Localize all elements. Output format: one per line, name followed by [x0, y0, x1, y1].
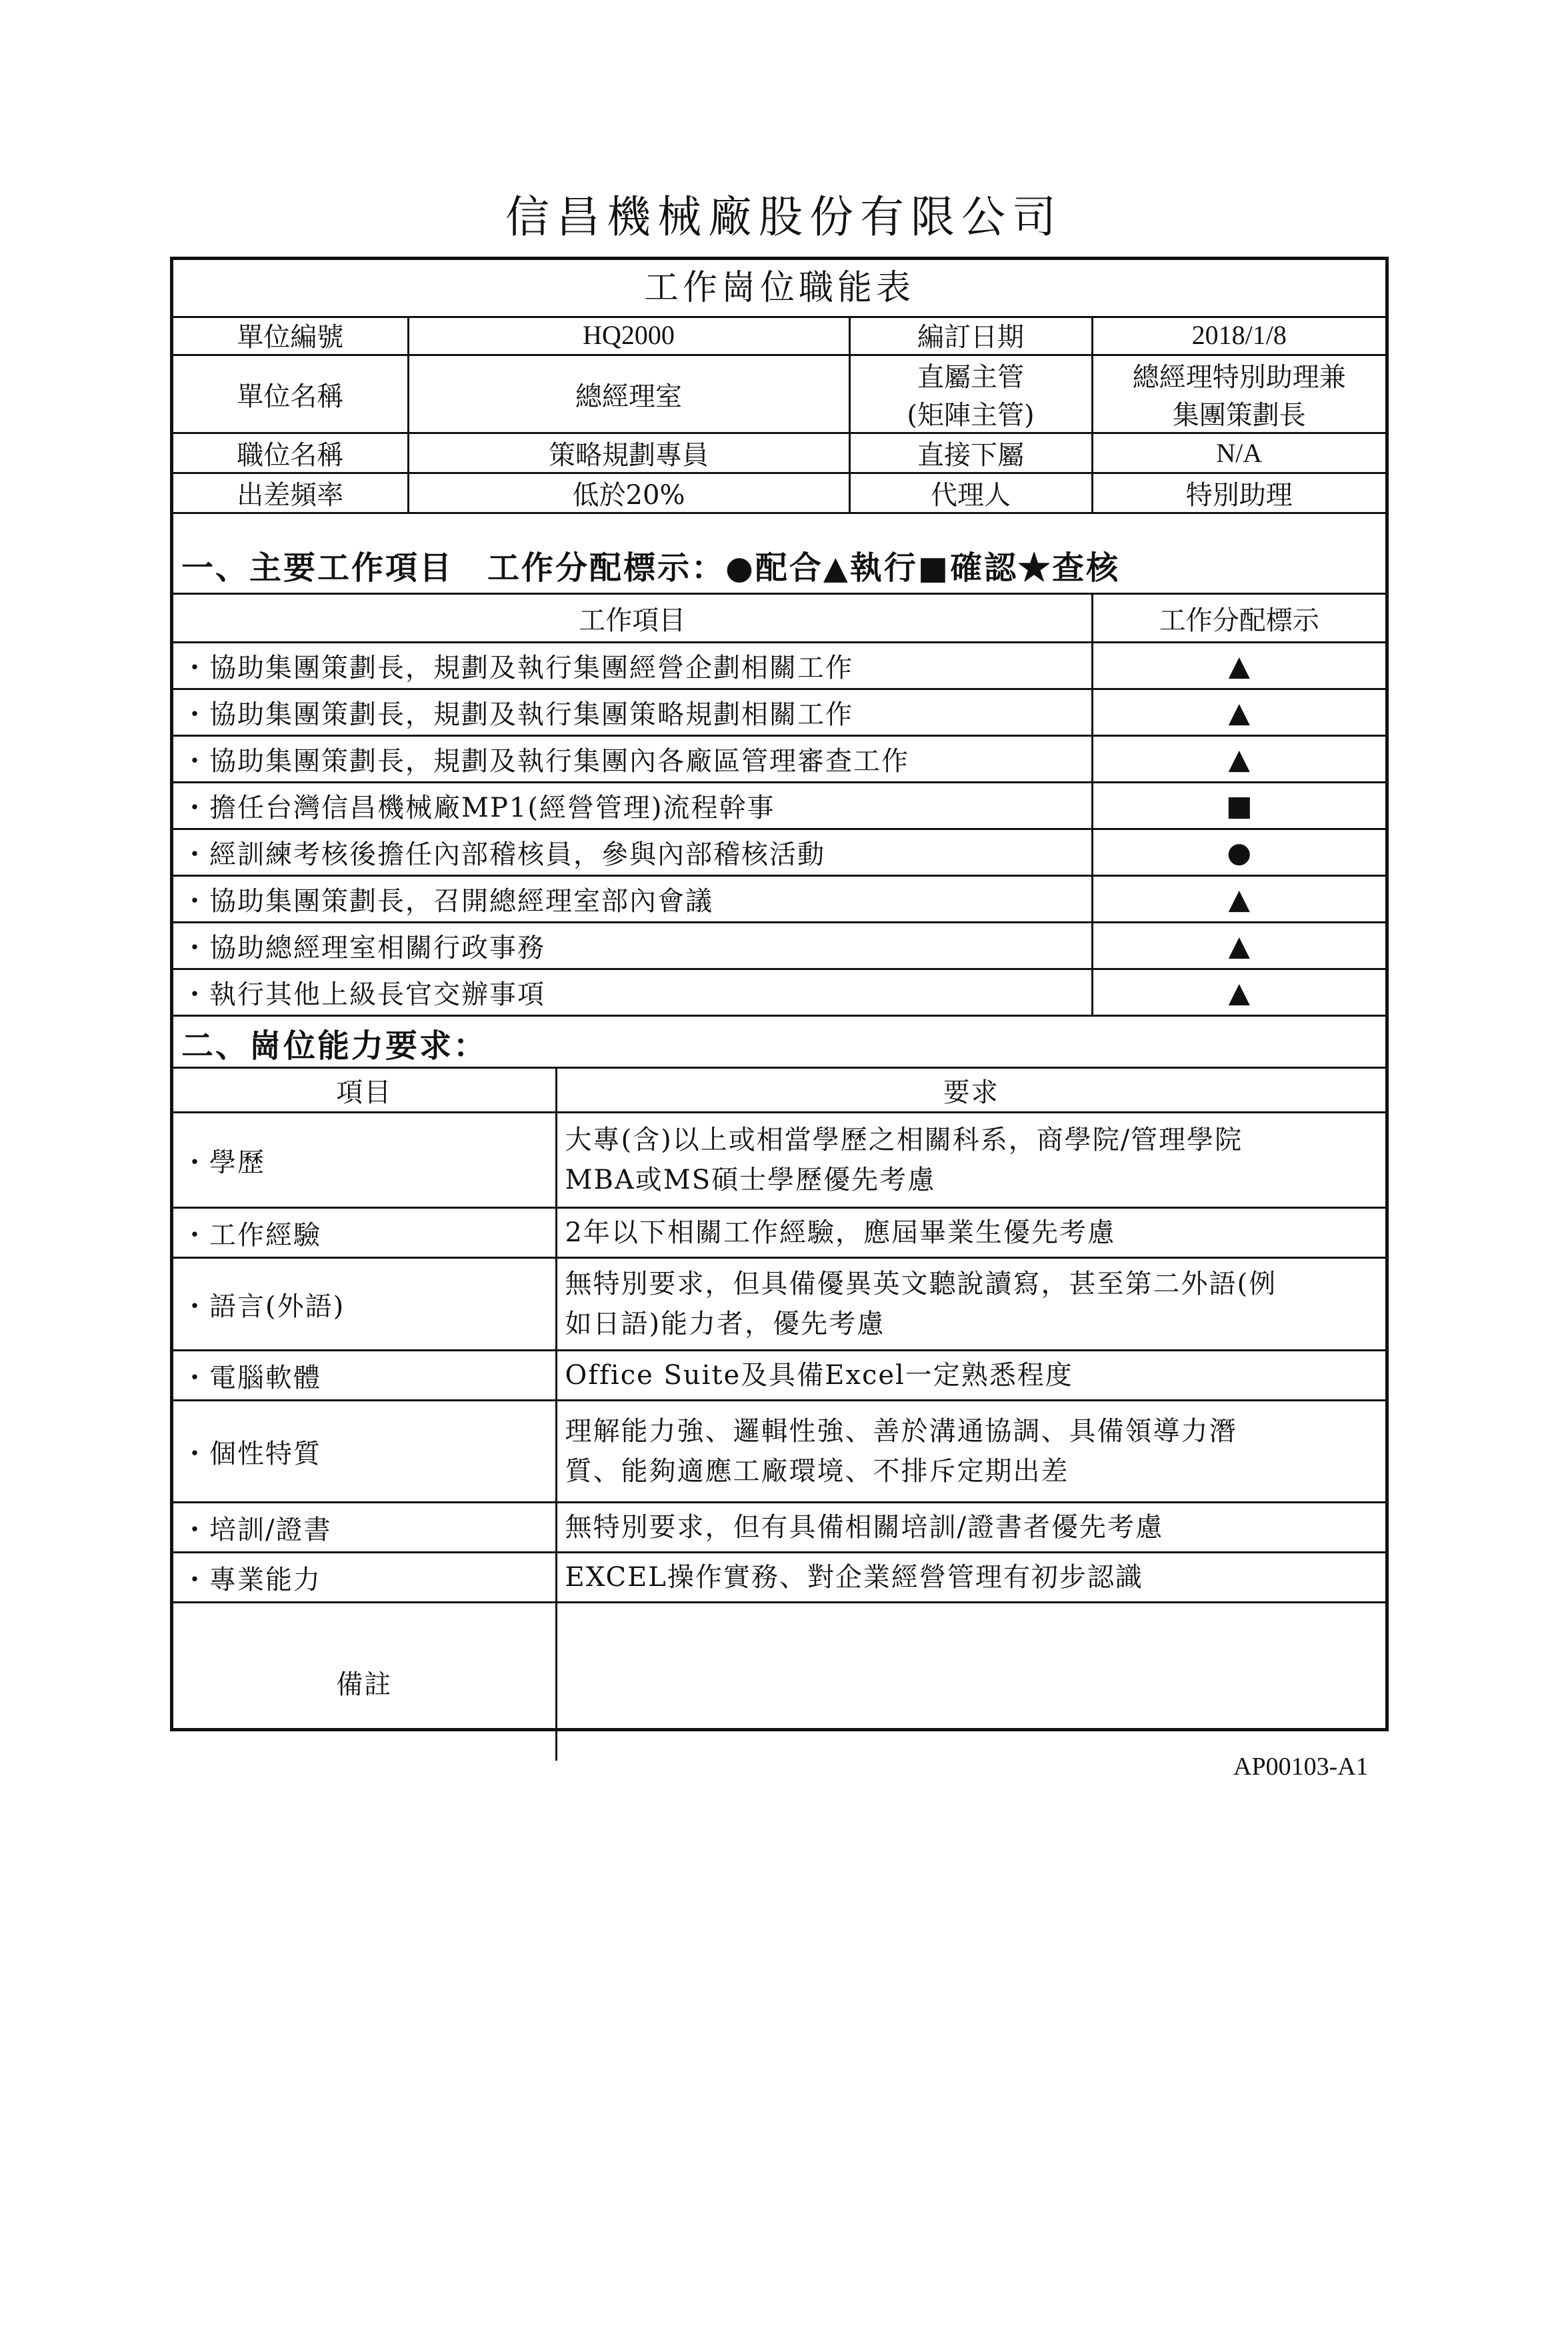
table-row — [173, 1113, 1385, 1208]
job-function-form — [170, 257, 1389, 1731]
remarks-row — [173, 1603, 1385, 1761]
table-row — [173, 876, 1385, 923]
ability-requirement — [556, 1113, 1385, 1208]
position-value: 策略規劃專員 — [408, 433, 849, 473]
requirement-line: MBA或MS碩士學歷優先考慮 — [565, 1165, 936, 1195]
ability-header-row — [173, 1068, 1385, 1113]
ability-item: ・學歷 — [173, 1113, 556, 1208]
ability-requirement — [556, 1553, 1385, 1603]
deputy-value: 特別助理 — [1092, 473, 1385, 513]
info-row — [173, 433, 1385, 473]
table-row — [173, 1351, 1385, 1401]
work-item: ・協助集團策劃長，規劃及執行集團策略規劃相關工作 — [173, 689, 1092, 736]
ability-req-header: 要求 — [556, 1068, 1385, 1113]
table-row — [173, 1401, 1385, 1503]
table-row — [173, 1553, 1385, 1603]
section1-title: 一、主要工作項目 工作分配標示：●配合▲執行■確認★查核 — [173, 541, 1385, 595]
info-row — [173, 473, 1385, 513]
ability-requirement — [556, 1351, 1385, 1401]
work-mark: ▲ — [1092, 969, 1385, 1016]
form-title: 工作崗位職能表 — [173, 260, 1385, 318]
ability-item: ・專業能力 — [173, 1553, 556, 1603]
table-row — [173, 969, 1385, 1016]
work-mark: ▲ — [1092, 736, 1385, 783]
work-item-header: 工作項目 — [173, 595, 1092, 643]
travel-value: 低於20% — [408, 473, 849, 513]
revision-date-value: 2018/1/8 — [1092, 316, 1385, 355]
supervisor-label-line2: (矩陣主管) — [907, 400, 1035, 431]
ability-requirement — [556, 1258, 1385, 1351]
work-item: ・執行其他上級長官交辦事項 — [173, 969, 1092, 1016]
deputy-label: 代理人 — [849, 473, 1092, 513]
table-row — [173, 689, 1385, 736]
work-mark: ▲ — [1092, 689, 1385, 736]
work-mark: ■ — [1092, 783, 1385, 829]
form-code: AP00103-A1 — [1233, 1753, 1369, 1781]
subordinate-value: N/A — [1092, 433, 1385, 473]
unit-code-label: 單位編號 — [173, 316, 408, 355]
work-item: ・協助集團策劃長，規劃及執行集團經營企劃相關工作 — [173, 643, 1092, 689]
work-item: ・協助總經理室相關行政事務 — [173, 923, 1092, 969]
ability-item: ・工作經驗 — [173, 1208, 556, 1258]
info-row — [173, 316, 1385, 355]
work-mark-header: 工作分配標示 — [1092, 595, 1385, 643]
requirement-line: 2年以下相關工作經驗，應屆畢業生優先考慮 — [565, 1217, 1115, 1248]
ability-requirement — [556, 1401, 1385, 1503]
requirement-line: 大專(含)以上或相當學歷之相關科系，商學院/管理學院 — [565, 1125, 1243, 1155]
work-item: ・協助集團策劃長，規劃及執行集團內各廠區管理審查工作 — [173, 736, 1092, 783]
ability-item: ・語言(外語) — [173, 1258, 556, 1351]
supervisor-value-line1: 總經理特別助理兼 — [1132, 362, 1346, 393]
table-row — [173, 1258, 1385, 1351]
revision-date-label: 編訂日期 — [849, 316, 1092, 355]
remarks-content — [556, 1603, 1385, 1761]
ability-requirement — [556, 1208, 1385, 1258]
work-mark: ▲ — [1092, 876, 1385, 923]
work-header-row — [173, 595, 1385, 643]
requirement-line: 如日語)能力者，優先考慮 — [565, 1309, 885, 1339]
travel-label: 出差頻率 — [173, 473, 408, 513]
requirement-line: EXCEL操作實務、對企業經營管理有初步認識 — [565, 1562, 1143, 1593]
table-row — [173, 829, 1385, 876]
table-row — [173, 736, 1385, 783]
requirement-line: Office Suite及具備Excel一定熟悉程度 — [565, 1360, 1073, 1391]
table-row — [173, 1503, 1385, 1553]
remarks-label: 備註 — [173, 1603, 556, 1761]
ability-item: ・培訓/證書 — [173, 1503, 556, 1553]
table-row — [173, 923, 1385, 969]
info-row — [173, 355, 1385, 433]
requirement-line: 無特別要求，但具備優異英文聽說讀寫，甚至第二外語(例 — [565, 1269, 1277, 1299]
requirement-line: 無特別要求，但有具備相關培訓/證書者優先考慮 — [565, 1512, 1163, 1543]
requirement-line: 質、能夠適應工廠環境、不排斥定期出差 — [565, 1456, 1069, 1487]
unit-name-label: 單位名稱 — [173, 355, 408, 433]
table-row — [173, 1208, 1385, 1258]
supervisor-label-line1: 直屬主管 — [917, 362, 1024, 393]
supervisor-value-line2: 集團策劃長 — [1172, 400, 1306, 431]
ability-item: ・個性特質 — [173, 1401, 556, 1503]
work-mark: ▲ — [1092, 923, 1385, 969]
ability-requirement — [556, 1503, 1385, 1553]
position-label: 職位名稱 — [173, 433, 408, 473]
work-item: ・擔任台灣信昌機械廠MP1(經營管理)流程幹事 — [173, 783, 1092, 829]
ability-item-header: 項目 — [173, 1068, 556, 1113]
work-item: ・協助集團策劃長，召開總經理室部內會議 — [173, 876, 1092, 923]
ability-item: ・電腦軟體 — [173, 1351, 556, 1401]
unit-name-value: 總經理室 — [408, 355, 849, 433]
section2-title: 二、崗位能力要求： — [181, 1027, 488, 1065]
supervisor-value — [1092, 355, 1385, 433]
work-mark: ● — [1092, 829, 1385, 876]
supervisor-label — [849, 355, 1092, 433]
company-name: 信昌機械廠股份有限公司 — [505, 191, 1063, 243]
requirement-line: 理解能力強、邏輯性強、善於溝通協調、具備領導力潛 — [565, 1416, 1237, 1447]
work-mark: ▲ — [1092, 643, 1385, 689]
unit-code-value: HQ2000 — [408, 316, 849, 355]
work-item: ・經訓練考核後擔任內部稽核員，參與內部稽核活動 — [173, 829, 1092, 876]
table-row — [173, 643, 1385, 689]
basic-info-table — [173, 316, 1385, 514]
ability-table — [173, 1067, 1385, 1761]
table-row — [173, 783, 1385, 829]
work-items-table — [173, 595, 1385, 1017]
subordinate-label: 直接下屬 — [849, 433, 1092, 473]
